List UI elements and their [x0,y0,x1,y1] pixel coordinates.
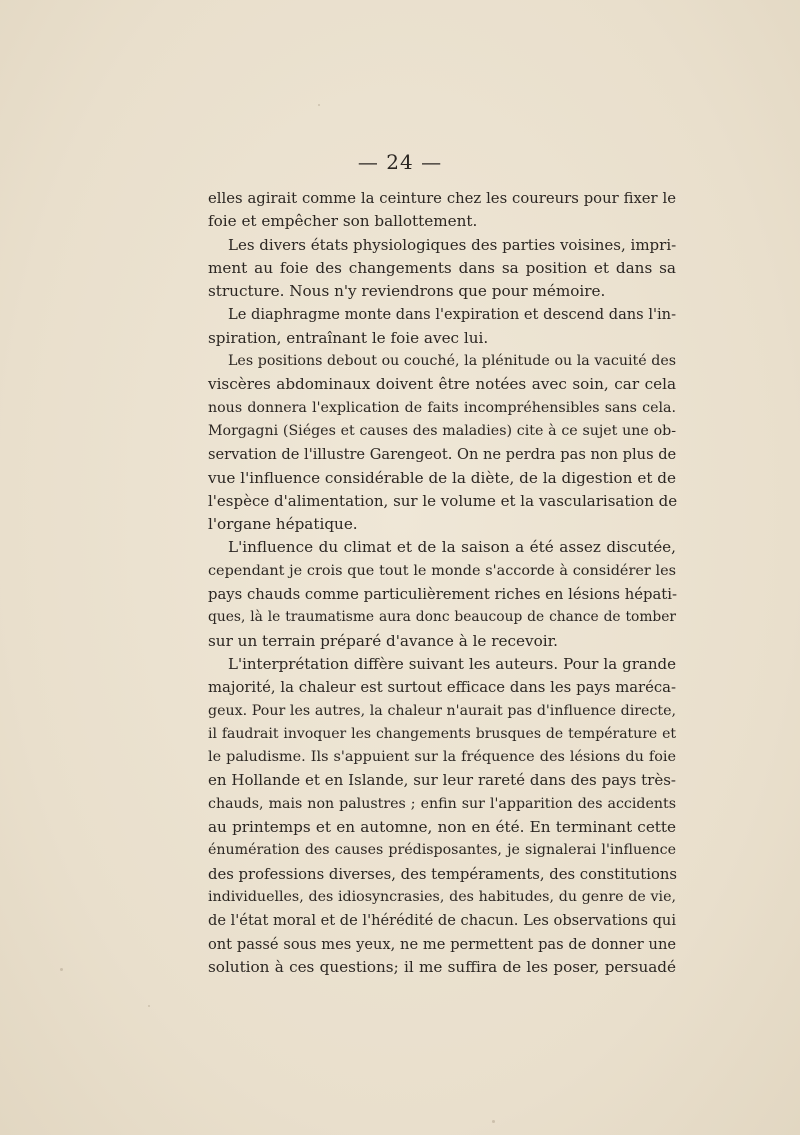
text-line: le paludisme. Ils s'appuient sur la fréquence des lésions du foie [208,749,676,766]
text-line: au printemps et en automne, non en été. En terminant cette [208,818,676,837]
paper-speck [318,104,320,106]
text-line: individuelles, des idiosyncrasies, des habitudes, du genre de vie, [208,888,676,905]
text-line: pays chauds comme particulièrement riches en lésions hépati- [208,586,677,604]
text-line: énumération des causes prédisposantes, je signalerai l'influence [208,842,676,859]
paper-speck [60,968,63,971]
text-line: ques, là le traumatisme aura donc beaucoup de chance de tomber [208,609,676,626]
text-line: viscères abdominaux doivent être notées avec soin, car cela [208,375,676,394]
text-line: cependant je crois que tout le monde s'accorde à considérer les [208,562,676,579]
text-line: spiration, entraînant le foie avec lui. [208,328,489,347]
text-line: Les divers états physiologiques des parties voisines, impri- [228,235,677,254]
paper-speck [492,1120,495,1123]
text-line: l'organe hépatique. [208,515,358,534]
text-line: elles agirait comme la ceinture chez les coureurs pour fixer le [208,190,676,207]
text-line: il faudrait invoquer les changements brusques de température et [208,725,676,742]
text-line: ont passé sous mes yeux, ne me permettent pas de donner une [208,935,676,953]
page-number: — 24 — [357,150,443,174]
body-text [208,187,676,979]
text-line: vue l'influence considérable de la diète, de la digestion et de [208,468,676,487]
text-line: servation de l'illustre Garengeot. On ne perdra pas non plus de [208,446,677,464]
text-line: structure. Nous n'y reviendrons que pour mémoire. [208,282,606,301]
text-line: nous donnera l'explication de faits incompréhensibles sans cela. [208,399,676,416]
text-line: sur un terrain préparé d'avance à le recevoir. [208,631,558,650]
text-line: Morgagni (Siéges et causes des maladies) cite à ce sujet une ob- [208,422,676,439]
text-line: des professions diverses, des tempéraments, des constitutions [208,865,677,883]
text-line: de l'état moral et de l'hérédité de chacun. Les observations qui [208,912,676,930]
text-line: majorité, la chaleur est surtout efficace dans les pays maréca- [208,679,676,697]
text-line: solution à ces questions; il me suffira de les poser, persuadé [208,957,676,976]
text-line: L'influence du climat et de la saison a été assez discutée, [228,538,676,557]
text-line: geux. Pour les autres, la chaleur n'aurait pas d'influence directe, [208,702,676,719]
text-line: L'interprétation diffère suivant les auteurs. Pour la grande [228,654,676,673]
text-line: Le diaphragme monte dans l'expiration et descend dans l'in- [228,306,676,324]
text-line: l'espèce d'alimentation, sur le volume et la vascularisation de [208,491,678,510]
text-line: chauds, mais non palustres ; enfin sur l'apparition des accidents [208,795,676,812]
paper-speck [148,1005,150,1007]
text-line: en Hollande et en Islande, sur leur rareté dans des pays très- [208,771,676,790]
text-line: foie et empêcher son ballottement. [208,212,478,231]
text-line: Les positions debout ou couché, la plénitude ou la vacuité des [228,353,676,370]
text-line: ment au foie des changements dans sa position et dans sa [208,258,676,277]
